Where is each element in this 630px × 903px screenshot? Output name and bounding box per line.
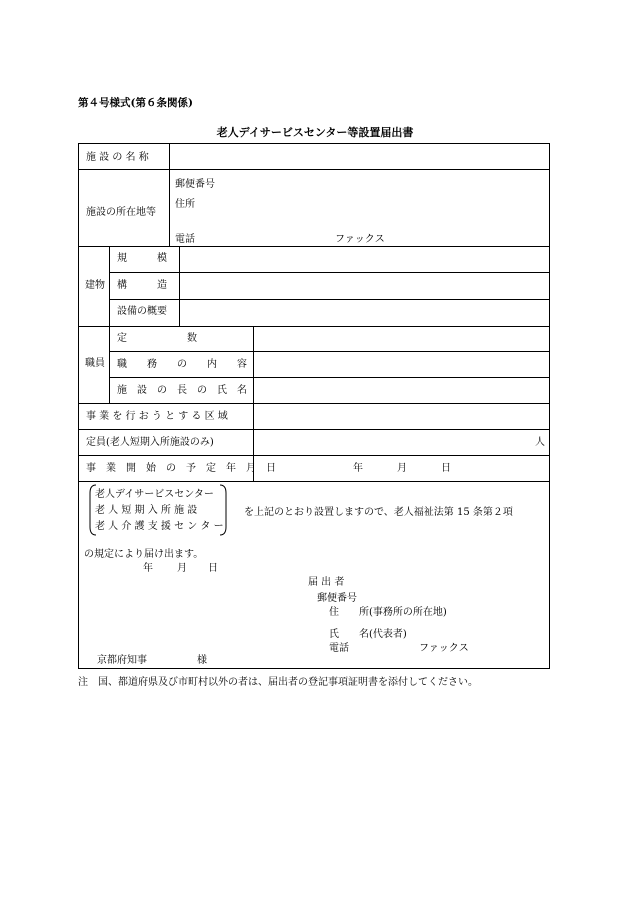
- row-line: [79, 246, 549, 247]
- duties-label: 職 務 の 内 容: [117, 359, 247, 370]
- capacity-unit: 人: [535, 437, 545, 448]
- declaration-day: 日: [208, 563, 218, 574]
- head-name-label: 施 設 の 長 の 氏 名: [117, 385, 247, 396]
- row-line: [79, 169, 549, 170]
- start-date-year: 年: [353, 463, 363, 474]
- footnote: 注 国、都道府県及び市町村以外の者は、届出者の登記事項証明書を添付してください。: [78, 677, 478, 688]
- honorific: 様: [197, 655, 207, 666]
- staff-label: 職員: [85, 358, 105, 369]
- equipment-overview-label: 設備の概要: [117, 306, 167, 317]
- row-line: [79, 403, 549, 404]
- declaration-year: 年: [143, 563, 153, 574]
- row-line: [79, 481, 549, 482]
- row-line: [109, 351, 549, 352]
- label-divider-top: [169, 144, 170, 246]
- form-number: 第４号様式(第６条関係): [78, 97, 193, 109]
- declaration-text-2: の規定により届け出ます。: [84, 549, 204, 560]
- row-line: [109, 377, 549, 378]
- facility-type-short-stay: 老 人 短 期 入 所 施 設: [95, 505, 198, 516]
- start-date-day: 日: [441, 463, 451, 474]
- staff-divider: [109, 326, 110, 403]
- phone-label: 電話: [175, 234, 195, 245]
- postal-code-label: 郵便番号: [175, 179, 215, 190]
- facility-type-day-service: 老人デイサービスセンター: [95, 489, 214, 500]
- row-line: [109, 299, 549, 300]
- form-title: 老人デイサービスセンター等設置届出書: [216, 126, 414, 139]
- facility-name-label: 施 設 の 名 称: [86, 152, 149, 163]
- addressee: 京都府知事: [97, 655, 147, 666]
- structure-label: 構 造: [117, 280, 167, 291]
- facility-type-care-support: 老 人 介 護 支 援 セ ン タ ー: [95, 521, 224, 532]
- row-line: [79, 429, 549, 430]
- building-label: 建物: [85, 280, 105, 291]
- notifier-name: 氏 名(代表者): [329, 629, 407, 640]
- row-line: [79, 326, 549, 327]
- notifier-label: 届 出 者: [308, 577, 345, 588]
- start-date-label: 事 業 開 始 の 予 定 年 月 日: [86, 463, 276, 474]
- form-table: [78, 143, 550, 669]
- row-line: [79, 455, 549, 456]
- declaration-text-1: を上記のとおり設置しますので、老人福祉法第 15 条第２項: [244, 507, 513, 518]
- fax-label: ファックス: [335, 234, 385, 245]
- notifier-phone: 電話: [329, 643, 349, 654]
- declaration-month: 月: [177, 563, 187, 574]
- capacity-label: 定員(老人短期入所施設のみ): [86, 437, 214, 448]
- building-divider: [109, 246, 110, 326]
- notifier-address: 住 所(事務所の所在地): [329, 607, 447, 618]
- start-date-month: 月: [397, 463, 407, 474]
- address-label: 住所: [175, 199, 195, 210]
- staff-count-label: 定 数: [117, 333, 197, 344]
- row-line: [109, 272, 549, 273]
- service-area-label: 事 業 を 行 お う と す る 区 域: [86, 411, 228, 422]
- building-label-divider: [179, 246, 180, 326]
- notifier-postal-code: 郵便番号: [317, 593, 357, 604]
- scale-label: 規 模: [117, 253, 167, 264]
- facility-location-label: 施設の所在地等: [86, 207, 156, 218]
- notifier-fax: ファックス: [419, 643, 469, 654]
